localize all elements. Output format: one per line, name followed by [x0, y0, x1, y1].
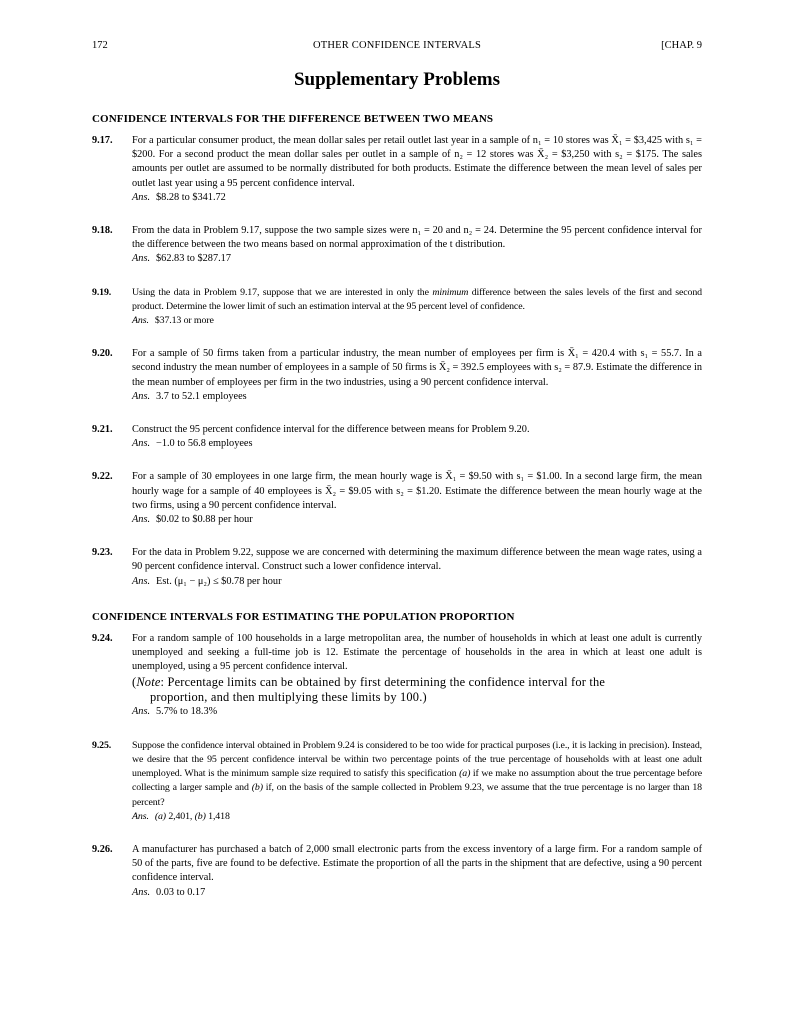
problem-number: 9.25.	[92, 739, 112, 751]
problem-number: 9.26.	[92, 843, 113, 855]
problem-text-part: if we make no assumption about the true percentage before collecting a larger sample and	[132, 768, 702, 794]
answer-value: Est. (μ₁ − μ₂) ≤ $0.78 per hour	[156, 575, 282, 587]
answer-label: Ans.	[132, 706, 151, 718]
problem-number: 9.17.	[92, 135, 113, 146]
answer-value: 0.03 to 0.17	[156, 886, 206, 898]
answer-label: Ans.	[132, 191, 151, 203]
problem-text-part: Suppose the confidence interval obtained in Problem 9.24 is considered to be too wide for practical purposes (i.e., it is lacking in precision). Instead, we desire that the 95 percent confidence interval be within two percentage points of the true percentage of households with at least one adult unemployed. What is the minimum sample size required to satisfy this specification	[132, 739, 702, 780]
chapter-label: [CHAP. 9	[661, 40, 702, 51]
problem-text	[132, 286, 702, 314]
problem-number: 9.22.	[92, 471, 113, 483]
problem-9-21	[92, 423, 702, 451]
problem-9-17	[92, 134, 702, 205]
problem-9-18	[92, 224, 702, 267]
problem-number: 9.23.	[92, 547, 113, 559]
problem-9-20	[92, 347, 702, 404]
problem-number: 9.18.	[92, 225, 113, 237]
answer-label: Ans.	[132, 438, 151, 450]
section-heading-two-means: CONFIDENCE INTERVALS FOR THE DIFFERENCE BETWEEN TWO MEANS	[92, 113, 494, 125]
answer-value: $37.13 or more	[154, 315, 214, 327]
problem-text: For the data in Problem 9.22, suppose we are concerned with determining the maximum difference between the mean wage rates, using a 90 percent confidence interval. Construct such a lower confidence interval.	[132, 547, 702, 573]
answer-value-a: 2,401,	[165, 810, 195, 822]
answer-line	[132, 513, 702, 527]
answer-label: Ans.	[132, 575, 151, 587]
answer-label: Ans.	[132, 810, 149, 822]
page-number: 172	[92, 40, 108, 51]
problem-text-part: Using the data in Problem 9.17, suppose that we are interested in only the	[132, 286, 433, 298]
problem-9-19	[92, 286, 702, 329]
problem-text: For a particular consumer product, the mean dollar sales per retail outlet last year in a sample of n₁ = 10 stores was X̄₁ = $3,425 with s₁ = $200. For a second product the mean dollar sales per outlet in a sample of n₂ = 12 stores was X̄₂ = $3,250 with s₂ = $175. The sales amounts per outlet are assumed to be normally distributed for both products. Estimate the difference between the mean level of sales per outlet last year using a 95 percent confidence interval.	[132, 135, 702, 189]
problem-9-22	[92, 470, 702, 527]
problem-text-part: if, on the basis of the sample collected in Problem 9.23, we assume that the true percentage is no larger than 18 percent?	[132, 782, 702, 808]
problem-text: A manufacturer has purchased a batch of 2,000 small electronic parts from the excess inventory of a large firm. For a random sample of 50 of the parts, five are found to be defective. Estimate the proportion of all the parts in the shipment that are defective, using a 90 percent confidence interval.	[132, 843, 702, 884]
note-label: Note	[136, 675, 161, 690]
note: (Note: Percentage limits can be obtained by first determining the confidence interval for the proportion, and then multiplying these limits by 100.)	[132, 675, 702, 705]
answer-value-b: 1,418	[205, 810, 230, 822]
answer-line	[132, 575, 702, 589]
answer-label: Ans.	[132, 315, 149, 327]
answer-line	[132, 252, 702, 266]
note-text-continued: proportion, and then multiplying these limits by 100.)	[150, 690, 427, 705]
answer-value: −1.0 to 56.8 employees	[156, 438, 253, 450]
problem-text-part: difference between the sales levels of the first and second product. Determine the lower limit of such an estimation interval at the 95 percent level of confidence.	[132, 286, 702, 312]
problem-text: For a sample of 50 firms taken from a particular industry, the mean number of employees per firm is X̄₁ = 420.4 with s₁ = 55.7. In a second industry the mean number of employees in a sample of 50 firms is X̄₂ = 392.5 employees with s₂ = 87.9. Estimate the difference in the mean number of employees per firm in the two industries, using a 90 percent confidence interval.	[132, 348, 702, 388]
note-text: : Percentage limits can be obtained by first determining the confidence interval for the	[160, 675, 606, 690]
answer-label: Ans.	[132, 253, 151, 265]
problem-9-26	[92, 843, 702, 900]
answer-line	[132, 705, 702, 719]
problem-text: From the data in Problem 9.17, suppose the two sample sizes were n₁ = 20 and n₂ = 24. Determine the 95 percent confidence interval for the difference between the two means based on normal approximation of the t distribution.	[132, 225, 702, 251]
problem-9-23	[92, 546, 702, 589]
answer-line	[132, 810, 702, 824]
answer-value: $8.28 to $341.72	[156, 191, 226, 203]
problem-number: 9.20.	[92, 348, 113, 360]
answer-line	[132, 886, 702, 900]
answer-line	[132, 191, 702, 205]
problem-9-24	[92, 632, 702, 720]
answer-label: Ans.	[132, 514, 151, 526]
running-head	[92, 40, 702, 54]
page-title: Supplementary Problems	[293, 69, 500, 90]
problem-number: 9.19.	[92, 286, 112, 298]
section-heading-proportion: CONFIDENCE INTERVALS FOR ESTIMATING THE POPULATION PROPORTION	[92, 610, 515, 623]
problem-9-25	[92, 739, 702, 824]
part-label-b: (b)	[251, 782, 263, 794]
answer-line	[132, 390, 702, 404]
running-title: OTHER CONFIDENCE INTERVALS	[312, 40, 482, 51]
answer-value: 3.7 to 52.1 employees	[156, 390, 247, 402]
problem-text	[132, 739, 702, 810]
answer-value: $0.02 to $0.88 per hour	[156, 514, 253, 526]
problem-number: 9.24.	[92, 632, 113, 644]
problem-number: 9.21.	[92, 424, 113, 436]
problem-text: Construct the 95 percent confidence interval for the difference between means for Problem 9.20.	[132, 424, 530, 436]
answer-part-label-b: (b)	[194, 810, 206, 822]
answer-value: 5.7% to 18.3%	[156, 706, 218, 718]
part-label-a: (a)	[459, 768, 471, 780]
answer-part-label-a: (a)	[154, 810, 166, 822]
problem-text-emphasis: minimum	[432, 286, 469, 298]
answer-label: Ans.	[132, 390, 151, 402]
answer-value: $62.83 to $287.17	[156, 253, 231, 265]
answer-line	[132, 437, 702, 451]
answer-label: Ans.	[132, 886, 151, 898]
answer-line	[132, 314, 702, 328]
problem-text: For a sample of 30 employees in one large firm, the mean hourly wage is X̄₁ = $9.50 with s₁ = $1.00. In a second large firm, the mean hourly wage for a sample of 40 employees is X̄₂ = $9.05 with s₂ = $1.20. Estimate the difference between the mean hourly wage at the two firms, using a 90 percent confidence interval.	[132, 471, 702, 511]
page	[92, 40, 702, 919]
problem-text: For a random sample of 100 households in a large metropolitan area, the number of households in which at least one adult is currently unemployed and seeking a full-time job is 12. Estimate the percentage of households in the area in which at least one adult is unemployed, using a 95 percent confidence interval.	[132, 632, 702, 673]
